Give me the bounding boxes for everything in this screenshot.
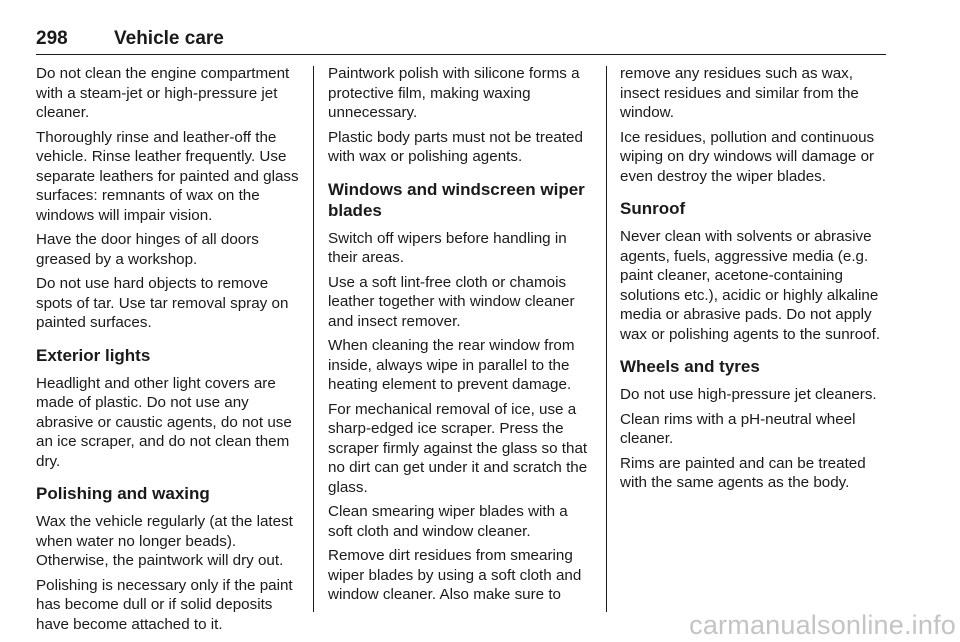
column-divider-1 bbox=[313, 66, 314, 612]
running-title: Vehicle care bbox=[114, 28, 224, 49]
section-heading-sunroof: Sunroof bbox=[620, 199, 686, 218]
section-heading-wheels-and-tyres: Wheels and tyres bbox=[620, 357, 760, 376]
column-divider-2 bbox=[606, 66, 607, 612]
paragraph: Clean rims with a pH-neutral wheel cleaner. bbox=[620, 410, 856, 447]
page-number: 298 bbox=[36, 28, 68, 49]
column-2 bbox=[328, 64, 594, 610]
paragraph: When cleaning the rear window from inside, always wipe in parallel to the heating element to prevent damage. bbox=[328, 337, 575, 393]
paragraph: Polishing is necessary only if the paint has become dull or if solid deposits have become attached to it. bbox=[36, 576, 293, 633]
paragraph: Plastic body parts must not be treated with wax or polishing agents. bbox=[328, 128, 583, 165]
paragraph: Thoroughly rinse and leather-off the vehicle. Rinse leather frequently. Use separate leathers for painted and glass surfaces: remnants of wax on the windows will impair vision. bbox=[36, 128, 299, 224]
paragraph: Switch off wipers before handling in their areas. bbox=[328, 229, 567, 266]
section-heading-exterior-lights: Exterior lights bbox=[36, 345, 151, 365]
paragraph: Clean smearing wiper blades with a soft cloth and window cleaner. bbox=[328, 503, 568, 540]
paragraph: Ice residues, pollution and continuous wiping on dry windows will damage or even destroy the wiper blades. bbox=[620, 128, 875, 185]
column-1 bbox=[36, 64, 302, 639]
paragraph: Have the door hinges of all doors greased by a workshop. bbox=[36, 231, 259, 268]
paragraph: Headlight and other light covers are made of plastic. Do not use any abrasive or caustic agents, do not use an ice scraper, and do not clean them dry. bbox=[36, 374, 292, 470]
watermark: carmanualsonline.info bbox=[689, 610, 956, 640]
paragraph: For mechanical removal of ice, use a sharp-edged ice scraper. Press the scraper firmly against the glass so that no dirt can get under it and scratch the glass. bbox=[328, 400, 588, 496]
paragraph: Use a soft lint-free cloth or chamois leather together with window cleaner and insect remover. bbox=[328, 273, 575, 330]
paragraph: Paintwork polish with silicone forms a protective film, making waxing unnecessary. bbox=[328, 65, 580, 121]
column-3 bbox=[620, 64, 886, 498]
paragraph: remove any residues such as wax, insect residues and similar from the window. bbox=[620, 65, 859, 121]
paragraph: Never clean with solvents or abrasive agents, fuels, aggressive media (e.g. paint cleaner, acetone-containing solutions etc.), acidic or highly alkaline media or abrasive pads. Do not apply wax or polishing agents to the sunroof. bbox=[620, 228, 881, 343]
page-header bbox=[36, 28, 886, 55]
paragraph: Rims are painted and can be treated with the same agents as the body. bbox=[620, 454, 866, 491]
paragraph: Wax the vehicle regularly (at the latest when water no longer beads). Otherwise, the paintwork will dry out. bbox=[36, 513, 293, 569]
section-heading-polishing-and-waxing: Polishing and waxing bbox=[36, 484, 210, 503]
paragraph: Do not clean the engine compartment with a steam-jet or high-pressure jet cleaner. bbox=[36, 65, 290, 121]
section-heading-windows-and-wiper-blades: Windows and windscreen wiper blades bbox=[328, 179, 585, 220]
paragraph: Remove dirt residues from smearing wiper blades by using a soft cloth and window cleaner. Also make sure to bbox=[328, 547, 582, 603]
paragraph: Do not use high-pressure jet cleaners. bbox=[620, 386, 877, 403]
paragraph: Do not use hard objects to remove spots of tar. Use tar removal spray on painted surfaces. bbox=[36, 275, 289, 331]
